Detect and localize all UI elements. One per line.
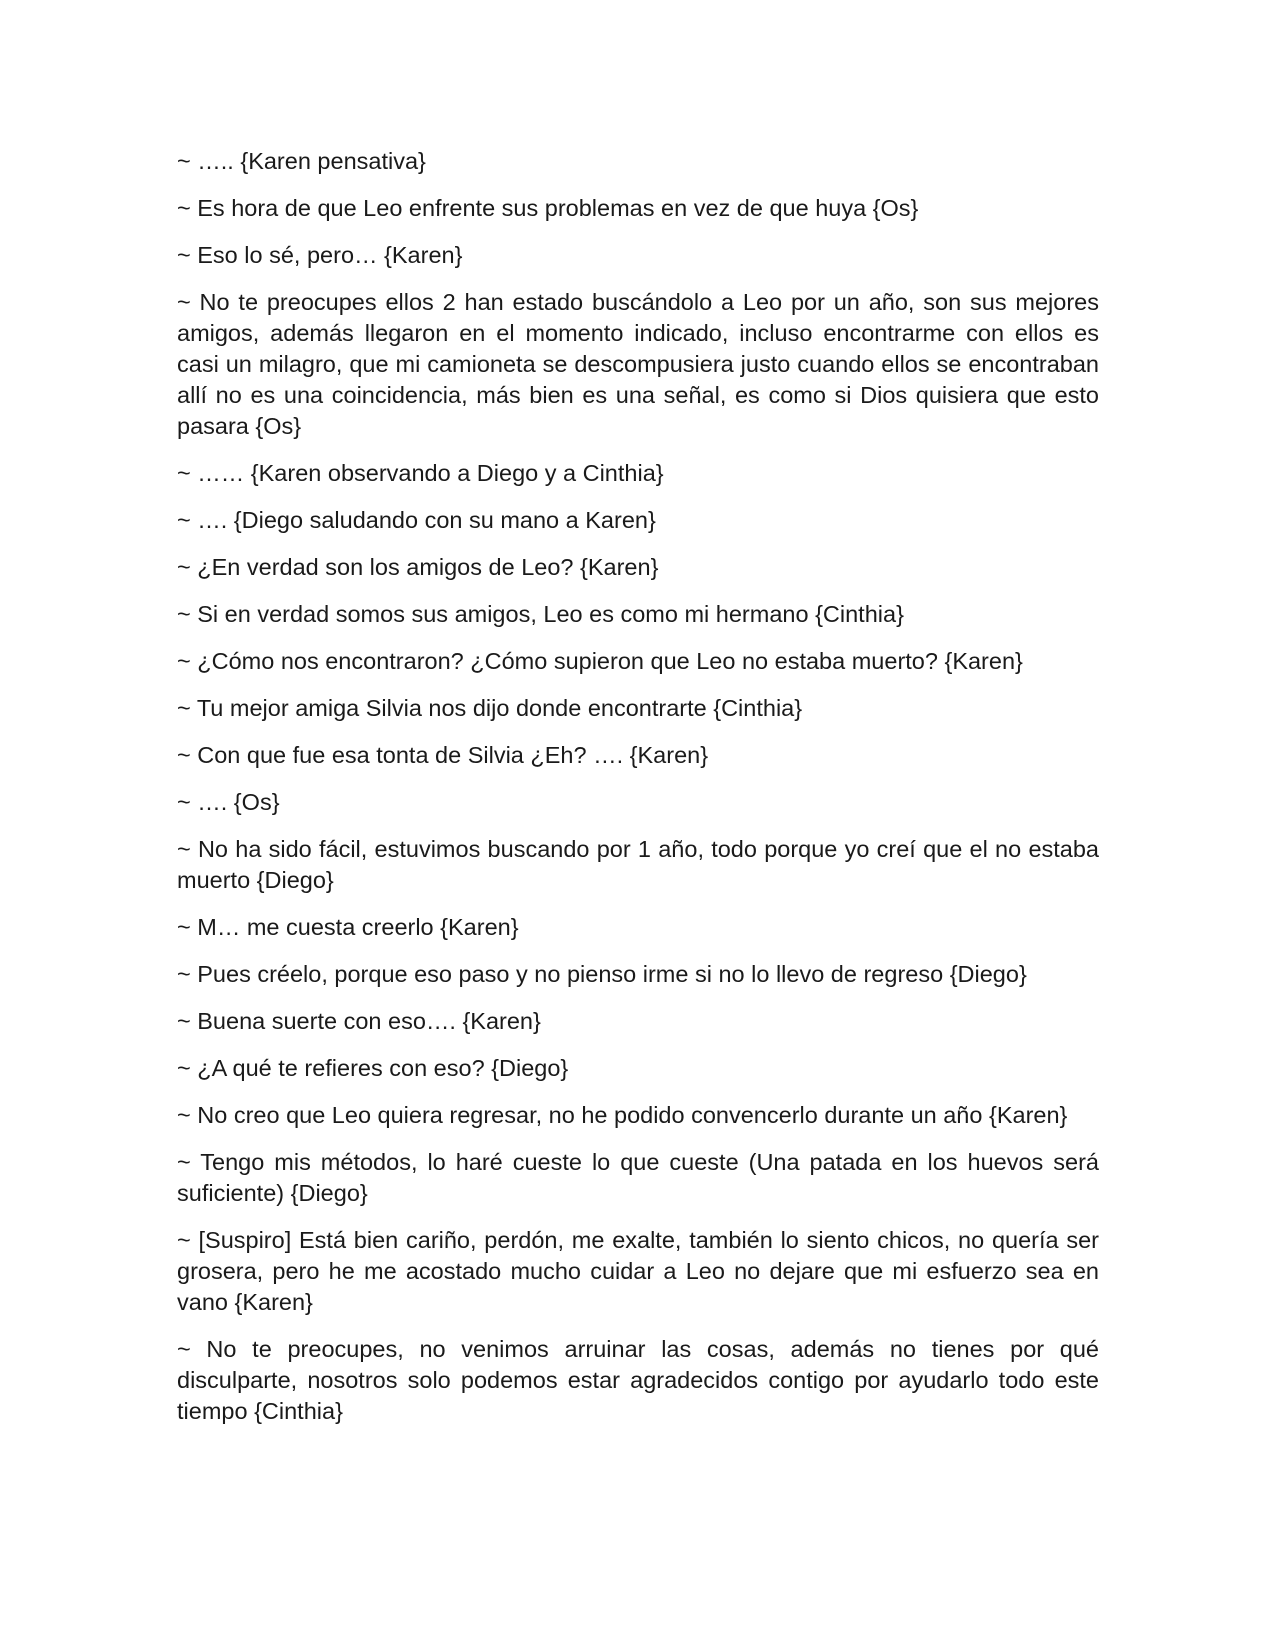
paragraph-9: ~ ¿Cómo nos encontraron? ¿Cómo supieron que Leo no estaba muerto? {Karen} (177, 648, 1023, 674)
paragraph-14: ~ M… me cuesta creerlo {Karen} (177, 914, 519, 940)
paragraph-15: ~ Pues créelo, porque eso paso y no pienso irme si no lo llevo de regreso {Diego} (177, 961, 1027, 987)
paragraph-3: ~ Eso lo sé, pero… {Karen} (177, 242, 463, 268)
paragraph-5: ~ …… {Karen observando a Diego y a Cinthia} (177, 460, 664, 486)
document-body (177, 146, 1099, 1443)
paragraph-1: ~ ….. {Karen pensativa} (177, 148, 426, 174)
paragraph-16: ~ Buena suerte con eso…. {Karen} (177, 1008, 541, 1034)
paragraph-11: ~ Con que fue esa tonta de Silvia ¿Eh? …. {Karen} (177, 742, 709, 768)
paragraph-20: ~ [Suspiro] Está bien cariño, perdón, me exalte, también lo siento chicos, no quería ser grosera, pero he me acostado mucho cuidar a Leo no dejare que mi esfuerzo sea en vano {Karen} (177, 1227, 1099, 1315)
paragraph-18: ~ No creo que Leo quiera regresar, no he podido convencerlo durante un año {Karen} (177, 1102, 1068, 1128)
paragraph-4: ~ No te preocupes ellos 2 han estado buscándolo a Leo por un año, son sus mejores amigos, además llegaron en el momento indicado, incluso encontrarme con ellos es casi un milagro, que mi camioneta se descompusiera justo cuando ellos se encontraban allí no es una coincidencia, más bien es una señal, es como si Dios quisiera que esto pasara {Os} (177, 289, 1099, 439)
paragraph-12: ~ …. {Os} (177, 789, 280, 815)
paragraph-7: ~ ¿En verdad son los amigos de Leo? {Karen} (177, 554, 659, 580)
paragraph-2: ~ Es hora de que Leo enfrente sus problemas en vez de que huya {Os} (177, 195, 919, 221)
paragraph-8: ~ Si en verdad somos sus amigos, Leo es como mi hermano {Cinthia} (177, 601, 904, 627)
paragraph-17: ~ ¿A qué te refieres con eso? {Diego} (177, 1055, 569, 1081)
paragraph-13: ~ No ha sido fácil, estuvimos buscando por 1 año, todo porque yo creí que el no estaba muerto {Diego} (177, 836, 1099, 893)
paragraph-6: ~ …. {Diego saludando con su mano a Karen} (177, 507, 656, 533)
paragraph-21: ~ No te preocupes, no venimos arruinar las cosas, además no tienes por qué disculparte, nosotros solo podemos estar agradecidos contigo por ayudarlo todo este tiempo {Cinthia} (177, 1336, 1099, 1424)
paragraph-19: ~ Tengo mis métodos, lo haré cueste lo que cueste (Una patada en los huevos será suficiente) {Diego} (177, 1149, 1099, 1206)
paragraph-10: ~ Tu mejor amiga Silvia nos dijo donde encontrarte {Cinthia} (177, 695, 803, 721)
